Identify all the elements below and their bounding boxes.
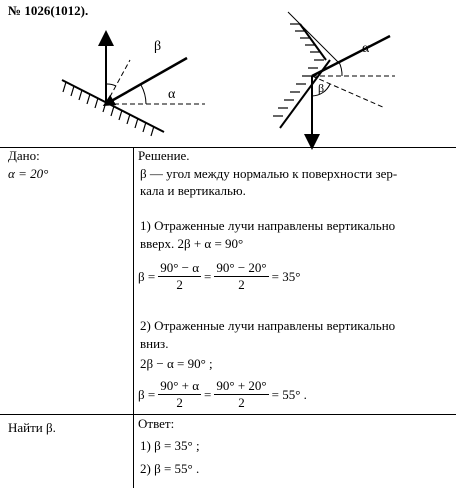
left-alpha-label: α bbox=[168, 87, 176, 102]
answer-header: Ответ: bbox=[138, 416, 175, 431]
case1-frac2 bbox=[214, 260, 268, 293]
given-header: Дано: bbox=[8, 148, 40, 163]
case2-eq-lhs: β = bbox=[138, 386, 156, 402]
case1-frac2-den: 2 bbox=[238, 277, 245, 292]
case1-frac1-num: 90° − α bbox=[160, 260, 200, 275]
solution-intro-2: кала и вертикалью. bbox=[140, 183, 246, 198]
case2-equation bbox=[138, 378, 307, 411]
case2-frac1-den: 2 bbox=[176, 395, 183, 410]
case1-eq-mid: = bbox=[204, 268, 212, 284]
right-alpha-label: α bbox=[362, 41, 370, 56]
case1-frac1 bbox=[158, 260, 201, 293]
case2-frac2-den: 2 bbox=[238, 395, 245, 410]
case2-frac2 bbox=[214, 378, 268, 411]
left-mirror-figure bbox=[62, 38, 205, 136]
column-divider bbox=[133, 147, 134, 488]
find-header: Найти β. bbox=[8, 420, 56, 435]
case2-frac1-num: 90° + α bbox=[160, 378, 200, 393]
case2-line1: 2) Отраженные лучи направлены вертикально bbox=[140, 318, 396, 333]
case1-frac1-den: 2 bbox=[176, 277, 183, 292]
right-mirror-figure bbox=[273, 12, 395, 142]
given-value: α = 20° bbox=[8, 166, 49, 181]
answer-line1: 1) β = 35° ; bbox=[140, 438, 200, 453]
case1-eq-lhs: β = bbox=[138, 268, 156, 284]
left-mirror bbox=[62, 80, 164, 132]
right-beta-label: β bbox=[318, 81, 325, 95]
case2-line2: вниз. bbox=[140, 336, 169, 351]
solution-intro-1: β — угол между нормалью к поверхности зер- bbox=[140, 166, 398, 181]
case1-line1: 1) Отраженные лучи направлены вертикально bbox=[140, 218, 396, 233]
reflection-figures bbox=[0, 0, 456, 150]
case1-equation bbox=[138, 260, 300, 293]
case2-frac2-num: 90° + 20° bbox=[216, 378, 267, 393]
left-mirror-hatching bbox=[63, 82, 154, 136]
case1-eq-res: = 35° bbox=[271, 268, 301, 284]
problem-title: № 1026(1012). bbox=[8, 3, 89, 18]
case2-frac1 bbox=[158, 378, 201, 411]
solution-header: Решение. bbox=[138, 148, 190, 163]
case2-eq-mid: = bbox=[204, 386, 212, 402]
answer-rule bbox=[0, 414, 456, 415]
top-rule bbox=[0, 147, 456, 148]
case1-line2: вверх. 2β + α = 90° bbox=[140, 236, 244, 251]
case2-eq-res: = 55° . bbox=[271, 386, 307, 402]
case1-frac2-num: 90° − 20° bbox=[216, 260, 267, 275]
answer-line2: 2) β = 55° . bbox=[140, 461, 200, 476]
left-beta-label: β bbox=[154, 39, 162, 54]
case2-eq0: 2β − α = 90° ; bbox=[140, 356, 213, 371]
